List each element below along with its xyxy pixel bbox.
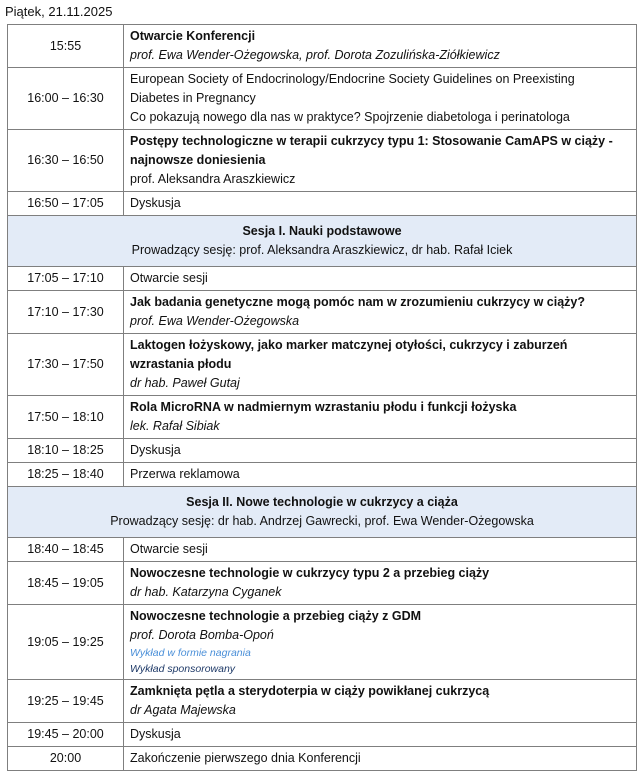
time-cell: 17:30 – 17:50 bbox=[8, 334, 124, 396]
event-title: Zakończenie pierwszego dnia Konferencji bbox=[130, 751, 361, 765]
table-row bbox=[8, 439, 637, 463]
session-header bbox=[8, 216, 637, 267]
program-table bbox=[7, 24, 637, 771]
time-cell: 16:00 – 16:30 bbox=[8, 68, 124, 130]
event-cell bbox=[124, 334, 637, 396]
event-cell bbox=[124, 130, 637, 192]
event-title: Otwarcie sesji bbox=[130, 542, 208, 556]
time-cell: 16:50 – 17:05 bbox=[8, 192, 124, 216]
event-speaker: lek. Rafał Sibiak bbox=[130, 419, 220, 433]
event-cell bbox=[124, 562, 637, 605]
event-cell bbox=[124, 463, 637, 487]
session-title: Sesja II. Nowe technologie w cukrzycy a ciąża bbox=[186, 495, 458, 509]
event-title-line: European Society of Endocrinology/Endocrine Society Guidelines on Preexisting bbox=[130, 72, 575, 86]
time-cell: 18:40 – 18:45 bbox=[8, 538, 124, 562]
event-title-line: najnowsze doniesienia bbox=[130, 153, 266, 167]
event-cell bbox=[124, 291, 637, 334]
event-speaker: prof. Ewa Wender-Ożegowska bbox=[130, 314, 300, 328]
event-cell bbox=[124, 723, 637, 747]
event-title: Dyskusja bbox=[130, 727, 181, 741]
event-title-line: Postępy technologiczne w terapii cukrzycy typu 1: Stosowanie CamAPS w ciąży - bbox=[130, 134, 613, 148]
event-speaker: dr Agata Majewska bbox=[130, 703, 236, 717]
sponsored-lecture-note: Wykład sponsorowany bbox=[130, 663, 236, 675]
table-row bbox=[8, 192, 637, 216]
table-row bbox=[8, 538, 637, 562]
table-row bbox=[8, 334, 637, 396]
event-cell bbox=[124, 192, 637, 216]
table-row bbox=[8, 562, 637, 605]
time-cell: 20:00 bbox=[8, 747, 124, 771]
session-header bbox=[8, 487, 637, 538]
event-title-line: Laktogen łożyskowy, jako marker matczynej otyłości, cukrzycy i zaburzeń bbox=[130, 338, 568, 352]
session-cell bbox=[8, 216, 637, 267]
table-row bbox=[8, 68, 637, 130]
table-row bbox=[8, 25, 637, 68]
time-cell: 19:45 – 20:00 bbox=[8, 723, 124, 747]
event-subtitle: Co pokazują nowego dla nas w praktyce? Spojrzenie diabetologa i perinatologa bbox=[130, 110, 570, 124]
event-cell bbox=[124, 25, 637, 68]
event-cell bbox=[124, 747, 637, 771]
event-title: Nowoczesne technologie w cukrzycy typu 2 a przebieg ciąży bbox=[130, 566, 490, 580]
event-speaker: prof. Dorota Bomba-Opoń bbox=[130, 628, 274, 642]
time-cell: 19:05 – 19:25 bbox=[8, 605, 124, 680]
time-cell: 19:25 – 19:45 bbox=[8, 680, 124, 723]
session-chairs: Prowadzący sesję: prof. Aleksandra Araszkiewicz, dr hab. Rafał Iciek bbox=[131, 243, 513, 257]
recorded-lecture-note: Wykład w formie nagrania bbox=[130, 647, 251, 659]
session-chairs: Prowadzący sesję: dr hab. Andrzej Gawrecki, prof. Ewa Wender-Ożegowska bbox=[110, 514, 534, 528]
time-cell: 18:45 – 19:05 bbox=[8, 562, 124, 605]
table-row bbox=[8, 130, 637, 192]
day-date: Piątek, 21.11.2025 bbox=[5, 4, 113, 19]
event-title: Otwarcie sesji bbox=[130, 271, 208, 285]
event-title: Otwarcie Konferencji bbox=[130, 29, 256, 43]
session-title: Sesja I. Nauki podstawowe bbox=[242, 224, 402, 238]
time-cell: 17:05 – 17:10 bbox=[8, 267, 124, 291]
time-cell: 17:50 – 18:10 bbox=[8, 396, 124, 439]
event-speaker: prof. Ewa Wender-Ożegowska, prof. Dorota Zozulińska-Ziółkiewicz bbox=[130, 48, 500, 62]
event-cell bbox=[124, 439, 637, 463]
event-cell bbox=[124, 68, 637, 130]
event-title-line: wzrastania płodu bbox=[130, 357, 232, 371]
event-title: Przerwa reklamowa bbox=[130, 467, 240, 481]
event-cell bbox=[124, 538, 637, 562]
session-cell bbox=[8, 487, 637, 538]
table-row bbox=[8, 723, 637, 747]
event-cell bbox=[124, 396, 637, 439]
event-title: Dyskusja bbox=[130, 443, 181, 457]
table-row bbox=[8, 267, 637, 291]
time-cell: 18:25 – 18:40 bbox=[8, 463, 124, 487]
event-cell bbox=[124, 605, 637, 680]
table-row bbox=[8, 605, 637, 680]
event-cell bbox=[124, 680, 637, 723]
time-cell: 16:30 – 16:50 bbox=[8, 130, 124, 192]
event-title: Zamknięta pętla a sterydoterpia w ciąży powikłanej cukrzycą bbox=[130, 684, 490, 698]
event-title: Dyskusja bbox=[130, 196, 181, 210]
event-speaker: dr hab. Paweł Gutaj bbox=[130, 376, 240, 390]
event-title: Rola MicroRNA w nadmiernym wzrastaniu płodu i funkcji łożyska bbox=[130, 400, 517, 414]
table-row bbox=[8, 291, 637, 334]
event-title-line: Diabetes in Pregnancy bbox=[130, 91, 256, 105]
time-cell: 17:10 – 17:30 bbox=[8, 291, 124, 334]
event-title: Jak badania genetyczne mogą pomóc nam w zrozumieniu cukrzycy w ciąży? bbox=[130, 295, 585, 309]
event-title: Nowoczesne technologie a przebieg ciąży z GDM bbox=[130, 609, 422, 623]
time-cell: 18:10 – 18:25 bbox=[8, 439, 124, 463]
event-speaker: dr hab. Katarzyna Cyganek bbox=[130, 585, 282, 599]
table-row bbox=[8, 680, 637, 723]
event-cell bbox=[124, 267, 637, 291]
event-speaker: prof. Aleksandra Araszkiewicz bbox=[130, 172, 296, 186]
table-row bbox=[8, 463, 637, 487]
time-cell: 15:55 bbox=[8, 25, 124, 68]
table-row bbox=[8, 396, 637, 439]
table-row bbox=[8, 747, 637, 771]
